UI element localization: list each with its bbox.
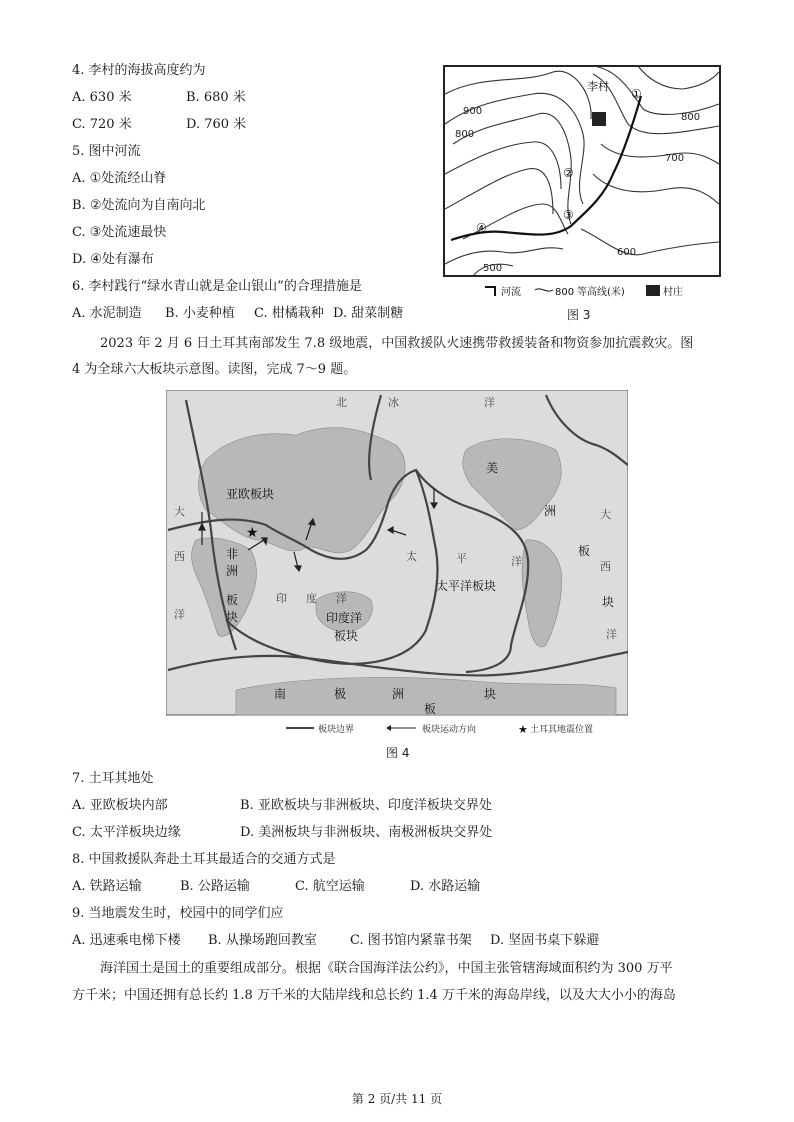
passage-earthquake-line1: 2023 年 2 月 6 日土耳其南部发生 7.8 级地震，中国救援队火速携带救援装备和物资参加抗震救灾。图 — [100, 336, 694, 351]
figure3-contour-map — [443, 64, 723, 304]
q4-option-c: C. 720 米 — [72, 117, 132, 132]
q7-option-d: D. 美洲板块与非洲板块、南极洲板块交界处 — [240, 825, 493, 840]
contour-label-700: 700 — [665, 153, 685, 164]
contour-label-600: 600 — [617, 247, 637, 258]
q7-option-b: B. 亚欧板块与非洲板块、印度洋板块交界处 — [240, 798, 492, 813]
contour-label-500: 500 — [483, 263, 503, 274]
antarctic-plate-char-5: 块 — [484, 687, 497, 701]
legend-quake: 土耳其地震位置 — [530, 725, 594, 735]
q5-option-b: B. ②处流向为自南向北 — [72, 198, 206, 213]
marker-4: ④ — [476, 221, 487, 235]
q5-option-d: D. ④处有瀑布 — [72, 252, 154, 267]
contour-label-900: 900 — [463, 106, 483, 117]
q5-option-a: A. ①处流经山脊 — [72, 171, 167, 186]
label-indian-plate-2: 板块 — [334, 629, 359, 643]
figure4-legend — [286, 723, 593, 736]
america-plate-char-2: 洲 — [544, 504, 557, 518]
q4-option-b: B. 680 米 — [186, 90, 246, 105]
legend-village: 村庄 — [663, 287, 683, 298]
page-footer: 第 2 页/共 11 页 — [351, 1092, 443, 1106]
legend-contour: 等高线(米) — [577, 287, 625, 298]
q4-stem: 4. 李村的海拔高度约为 — [72, 63, 206, 78]
atlantic-east-char-1: 大 — [600, 508, 611, 521]
village-label: 李村 — [587, 80, 609, 93]
africa-plate-char-1: 非 — [226, 547, 239, 561]
label-eurasia-plate: 亚欧板块 — [226, 487, 275, 501]
q7-option-c: C. 太平洋板块边缘 — [72, 825, 181, 840]
q7-option-a: A. 亚欧板块内部 — [72, 798, 168, 813]
atlantic-west-char-3: 洋 — [174, 608, 185, 621]
legend-village-icon — [646, 285, 660, 296]
legend-star-icon: ★ — [518, 723, 528, 736]
q6-option-c: C. 柑橘栽种 — [254, 306, 324, 321]
q8-stem: 8. 中国救援队奔赴土耳其最适合的交通方式是 — [72, 852, 336, 867]
legend-contour-value: 800 — [555, 287, 575, 298]
legend-river: 河流 — [501, 287, 521, 298]
q9-option-a: A. 迅速乘电梯下楼 — [72, 933, 181, 948]
q6-stem: 6. 李村践行“绿水青山就是金山银山”的合理措施是 — [72, 279, 362, 294]
q5-option-c: C. ③处流速最快 — [72, 225, 167, 240]
atlantic-east-char-3: 洋 — [606, 628, 617, 641]
q9-option-c: C. 图书馆内紧靠书架 — [350, 933, 472, 948]
arctic-ocean-char-1: 北 — [336, 396, 347, 409]
passage-ocean-line1: 海洋国土是国土的重要组成部分。根据《联合国海洋法公约》，中国主张管辖海域面积约为 300 万平 — [100, 961, 673, 976]
contour-label-800-east: 800 — [681, 112, 701, 123]
arctic-ocean-char-2: 冰 — [388, 396, 399, 409]
africa-plate-char-3: 板 — [226, 593, 239, 607]
indian-ocean-char-1: 印 — [276, 592, 287, 605]
q4-option-d: D. 760 米 — [186, 117, 247, 132]
america-plate-char-3: 板 — [578, 544, 591, 558]
passage-ocean-line2: 方千米；中国还拥有总长约 1.8 万千米的大陆岸线和总长约 1.4 万千米的海岛岸线，以及大大小小的海岛 — [72, 988, 676, 1003]
america-plate-char-1: 美 — [486, 461, 499, 475]
q8-option-b: B. 公路运输 — [180, 879, 250, 894]
pacific-ocean-char-1: 太 — [406, 550, 417, 563]
africa-plate-char-2: 洲 — [226, 564, 239, 578]
q9-option-d: D. 坚固书桌下躲避 — [490, 933, 600, 948]
marker-3: ③ — [563, 208, 574, 222]
figure3-caption: 图 3 — [567, 308, 591, 322]
pacific-ocean-char-3: 洋 — [511, 555, 522, 568]
q5-stem: 5. 图中河流 — [72, 144, 141, 159]
q9-stem: 9. 当地震发生时，校园中的同学们应 — [72, 906, 284, 921]
passage-earthquake-line2: 4 为全球六大板块示意图。读图，完成 7～9 题。 — [72, 362, 357, 377]
marker-2: ② — [563, 166, 574, 180]
q8-option-d: D. 水路运输 — [410, 879, 481, 894]
atlantic-west-char-1: 大 — [174, 505, 185, 518]
q6-option-a: A. 水泥制造 — [72, 306, 142, 321]
q4-option-a: A. 630 米 — [72, 90, 132, 105]
figure4-world-plates-map — [166, 390, 628, 740]
contour-label-800-west: 800 — [455, 129, 475, 140]
atlantic-east-char-2: 西 — [600, 560, 611, 573]
q7-stem: 7. 土耳其地处 — [72, 771, 154, 786]
label-indian-ocean — [276, 591, 347, 605]
antarctic-plate-char-1: 南 — [274, 687, 287, 701]
q9-option-b: B. 从操场跑回教室 — [208, 933, 317, 948]
america-plate-char-4: 块 — [602, 595, 615, 609]
arctic-ocean-char-3: 洋 — [484, 396, 495, 409]
label-indian-plate-1: 印度洋 — [326, 611, 363, 625]
antarctic-plate-char-4: 板 — [424, 702, 437, 716]
figure3-legend — [485, 285, 683, 298]
q8-option-a: A. 铁路运输 — [72, 879, 142, 894]
africa-plate-char-4: 块 — [226, 610, 239, 624]
atlantic-west-char-2: 西 — [174, 550, 185, 563]
q6-option-d: D. 甜菜制糖 — [333, 306, 404, 321]
village-marker-icon — [592, 112, 606, 126]
indian-ocean-char-3: 洋 — [336, 592, 347, 605]
antarctic-plate-char-3: 洲 — [392, 687, 405, 701]
legend-motion: 板块运动方向 — [422, 725, 477, 735]
marker-1: ① — [631, 87, 642, 101]
q8-option-c: C. 航空运输 — [295, 879, 365, 894]
legend-boundary: 板块边界 — [318, 725, 355, 735]
antarctic-plate-char-2: 极 — [334, 687, 347, 701]
pacific-ocean-char-2: 平 — [456, 552, 467, 565]
figure4-caption: 图 4 — [386, 746, 410, 760]
indian-ocean-char-2: 度 — [306, 592, 317, 605]
label-pacific-plate: 太平洋板块 — [436, 579, 497, 593]
q6-option-b: B. 小麦种植 — [165, 306, 235, 321]
quake-star-icon: ★ — [246, 525, 259, 541]
